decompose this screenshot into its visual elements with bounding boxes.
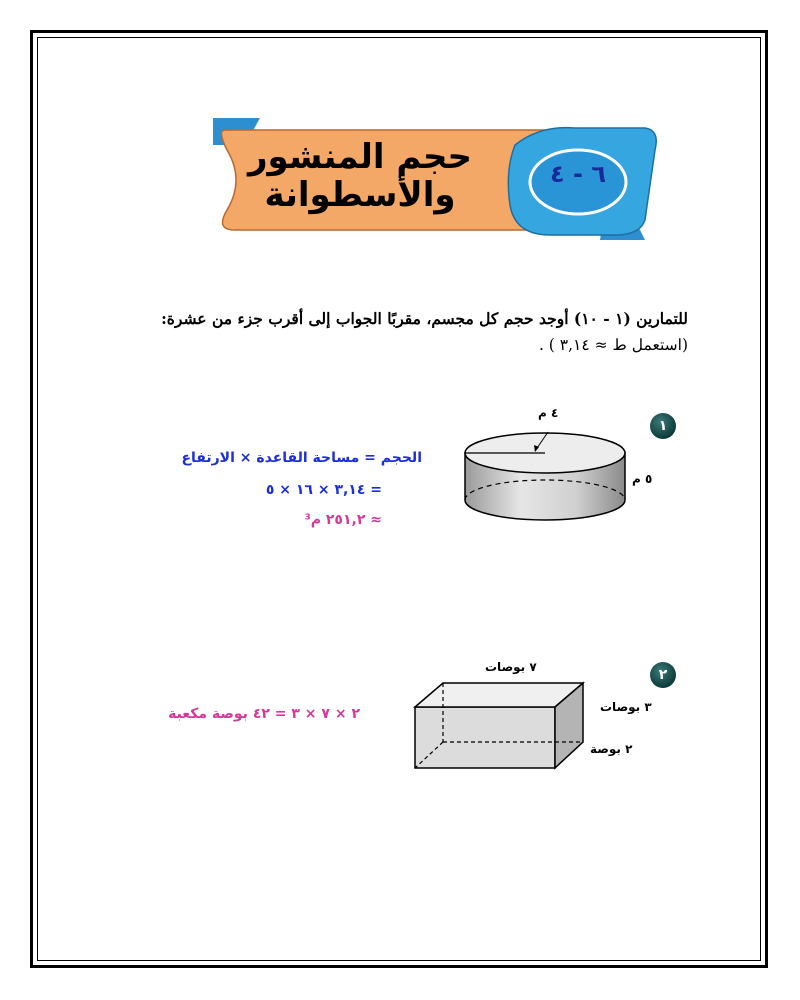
instructions-line2: (استعمل ط ≈ ٣,١٤ ) .	[538, 336, 688, 354]
lesson-number: ٦ - ٤	[550, 160, 606, 188]
instructions-line1: للتمارين (١ - ١٠) أوجد حجم كل مجسم، مقربًا الجواب إلى أقرب جزء من عشرة:	[161, 309, 688, 328]
problem-2-number: ٢	[650, 662, 676, 688]
cylinder-height-label: ٥ م	[632, 472, 653, 486]
rectangular-prism-figure	[410, 680, 590, 775]
volume-answer-cylinder: ≈ ٢٥١,٢ م³	[304, 512, 382, 528]
instructions	[88, 306, 688, 358]
problem-1-number: ١	[650, 413, 676, 439]
volume-answer-prism: ٢ × ٧ × ٣ = ٤٢ بوصة مكعبة	[168, 706, 360, 722]
cylinder-figure	[460, 430, 630, 530]
prism-length-label: ٧ بوصات	[485, 660, 537, 674]
volume-formula: الحجم = مساحة القاعدة × الارتفاع	[181, 450, 422, 466]
lesson-title-line2: والأسطوانة	[264, 175, 456, 215]
cylinder-radius-label: ٤ م	[538, 406, 559, 420]
volume-substitution: = ٣,١٤ × ١٦ × ٥	[265, 482, 382, 498]
prism-height-label: ٣ بوصات	[600, 700, 652, 714]
lesson-title	[225, 138, 495, 214]
lesson-title-line1: حجم المنشور	[247, 137, 473, 177]
prism-width-label: ٢ بوصة	[590, 742, 633, 756]
